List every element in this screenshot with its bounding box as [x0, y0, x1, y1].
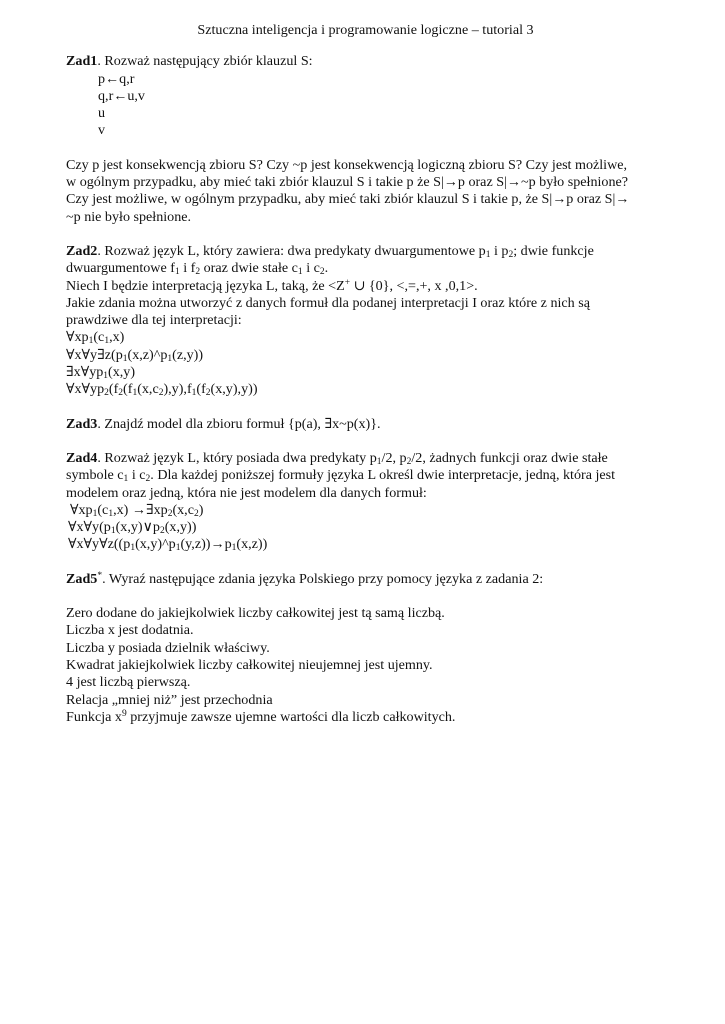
task-4: [66, 450, 653, 554]
formula: $\forall x\forall yp_2(f_2(f_1(x,c_2),y),f_1(f_2(x,y),y))$: [66, 381, 258, 399]
sentence: Liczba y posiada dzielnik właściwy.: [66, 639, 270, 656]
sentence: Relacja „mniej niż” jest przechodnia: [66, 691, 273, 708]
task-3-label: Zad3: [66, 415, 98, 432]
task-4-line: modelem oraz jedną, która nie jest modelem dla danych formuł:: [66, 484, 427, 501]
task-1: [66, 53, 653, 226]
task-2-label: Zad2: [66, 242, 98, 259]
sentence: Liczba x jest dodatnia.: [66, 622, 194, 639]
task-2-line: dwuargumentowe $f_1$ i $f_2$ oraz dwie stałe $c_1$ i $c_2$.: [66, 260, 329, 278]
task-1-question-line: Czy jest możliwe, w ogólnym przypadku, aby mieć taki zbiór klauzul S i takie p, że S|→p oraz S|→: [66, 191, 630, 208]
task-3-text: Zad3. Znajdź model dla zbioru formuł {p(a), ∃x~p(x)}.: [66, 415, 381, 432]
sentence: Zero dodane do jakiejkolwiek liczby całkowitej jest tą samą liczbą.: [66, 605, 445, 622]
task-2-line: prawdziwe dla tej interpretacji:: [66, 312, 242, 329]
task-2-intro: Zad2. Rozważ język L, który zawiera: dwa predykaty dwuargumentowe $p_1$ i $p_2$; dwie funkcje: [66, 242, 594, 260]
sentence: 4 jest liczbą pierwszą.: [66, 674, 191, 691]
formula: $\exists x\forall yp_1(x,y)$: [66, 364, 136, 382]
task-4-intro: Zad4. Rozważ język L, który posiada dwa predykaty $p_1/2$, $p_2/2$, żadnych funkcji oraz dwie stałe: [66, 449, 608, 467]
task-2: [66, 243, 653, 399]
formula: $\forall x\forall y\exists z(p_1(x,z)\^{}p_1(z,y))$: [66, 346, 204, 364]
clause: u: [98, 105, 106, 122]
task-4-line: symbole $c_1$ i $c_2$. Dla każdej poniższej formuły języka L określ dwie interpretacje, jedną, która jest: [66, 467, 616, 485]
sentence: Kwadrat jakiejkolwiek liczby całkowitej nieujemnej jest ujemny.: [66, 656, 433, 673]
sentence: Funkcja $x^9$ przyjmuje zawsze ujemne wartości dla liczb całkowitych.: [66, 708, 456, 725]
task-1-label: Zad1: [66, 53, 98, 70]
formula: $\forall xp_1(c_1,x)$ $\to\exists xp_2(x,c_2)$: [70, 501, 204, 519]
formula: $\forall x\forall y(p_1(x,y)\vee p_2(x,y))$: [68, 519, 197, 537]
task-1-question-line: ~p nie było spełnione.: [66, 208, 192, 225]
task-4-label: Zad4: [66, 449, 98, 466]
task-5-intro: Zad5*. Wyraź następujące zdania języka Polskiego przy pomocy języka z zadania 2:: [66, 570, 544, 587]
task-1-question-line: w ogólnym przypadku, aby mieć taki zbiór klauzul S i takie p że S|→p oraz S|→~p było spełnione?: [66, 174, 629, 191]
task-1-intro: Zad1. Rozważ następujący zbiór klauzul S:: [66, 53, 313, 70]
task-2-interpretation: Niech I będzie interpretacją języka L, taką, że <Z+ ∪ {0}, <,=,+, x ,0,1>.: [66, 277, 478, 294]
task-5-label: Zad5: [66, 570, 98, 587]
clause: v: [98, 122, 106, 139]
task-1-question-line: Czy p jest konsekwencją zbioru S? Czy ~p jest konsekwencją logiczną zbioru S? Czy jest możliwe,: [66, 156, 628, 173]
task-2-line: Jakie zdania można utworzyć z danych formuł dla podanej interpretacji I oraz które z nich są: [66, 294, 590, 311]
formula: $\forall x\forall y\forall z((p_1(x,y)\^{}p_1(y,z))\to p_1(x,z))$: [68, 536, 268, 554]
clause: p←q,r: [98, 70, 135, 87]
clause: q,r←u,v: [98, 87, 145, 104]
task-5: [66, 571, 653, 726]
formula: $\forall xp_1(c_1,x)$: [66, 329, 125, 347]
page-header: Sztuczna inteligencja i programowanie logiczne – tutorial 3: [197, 22, 534, 38]
task-3: [66, 416, 653, 433]
